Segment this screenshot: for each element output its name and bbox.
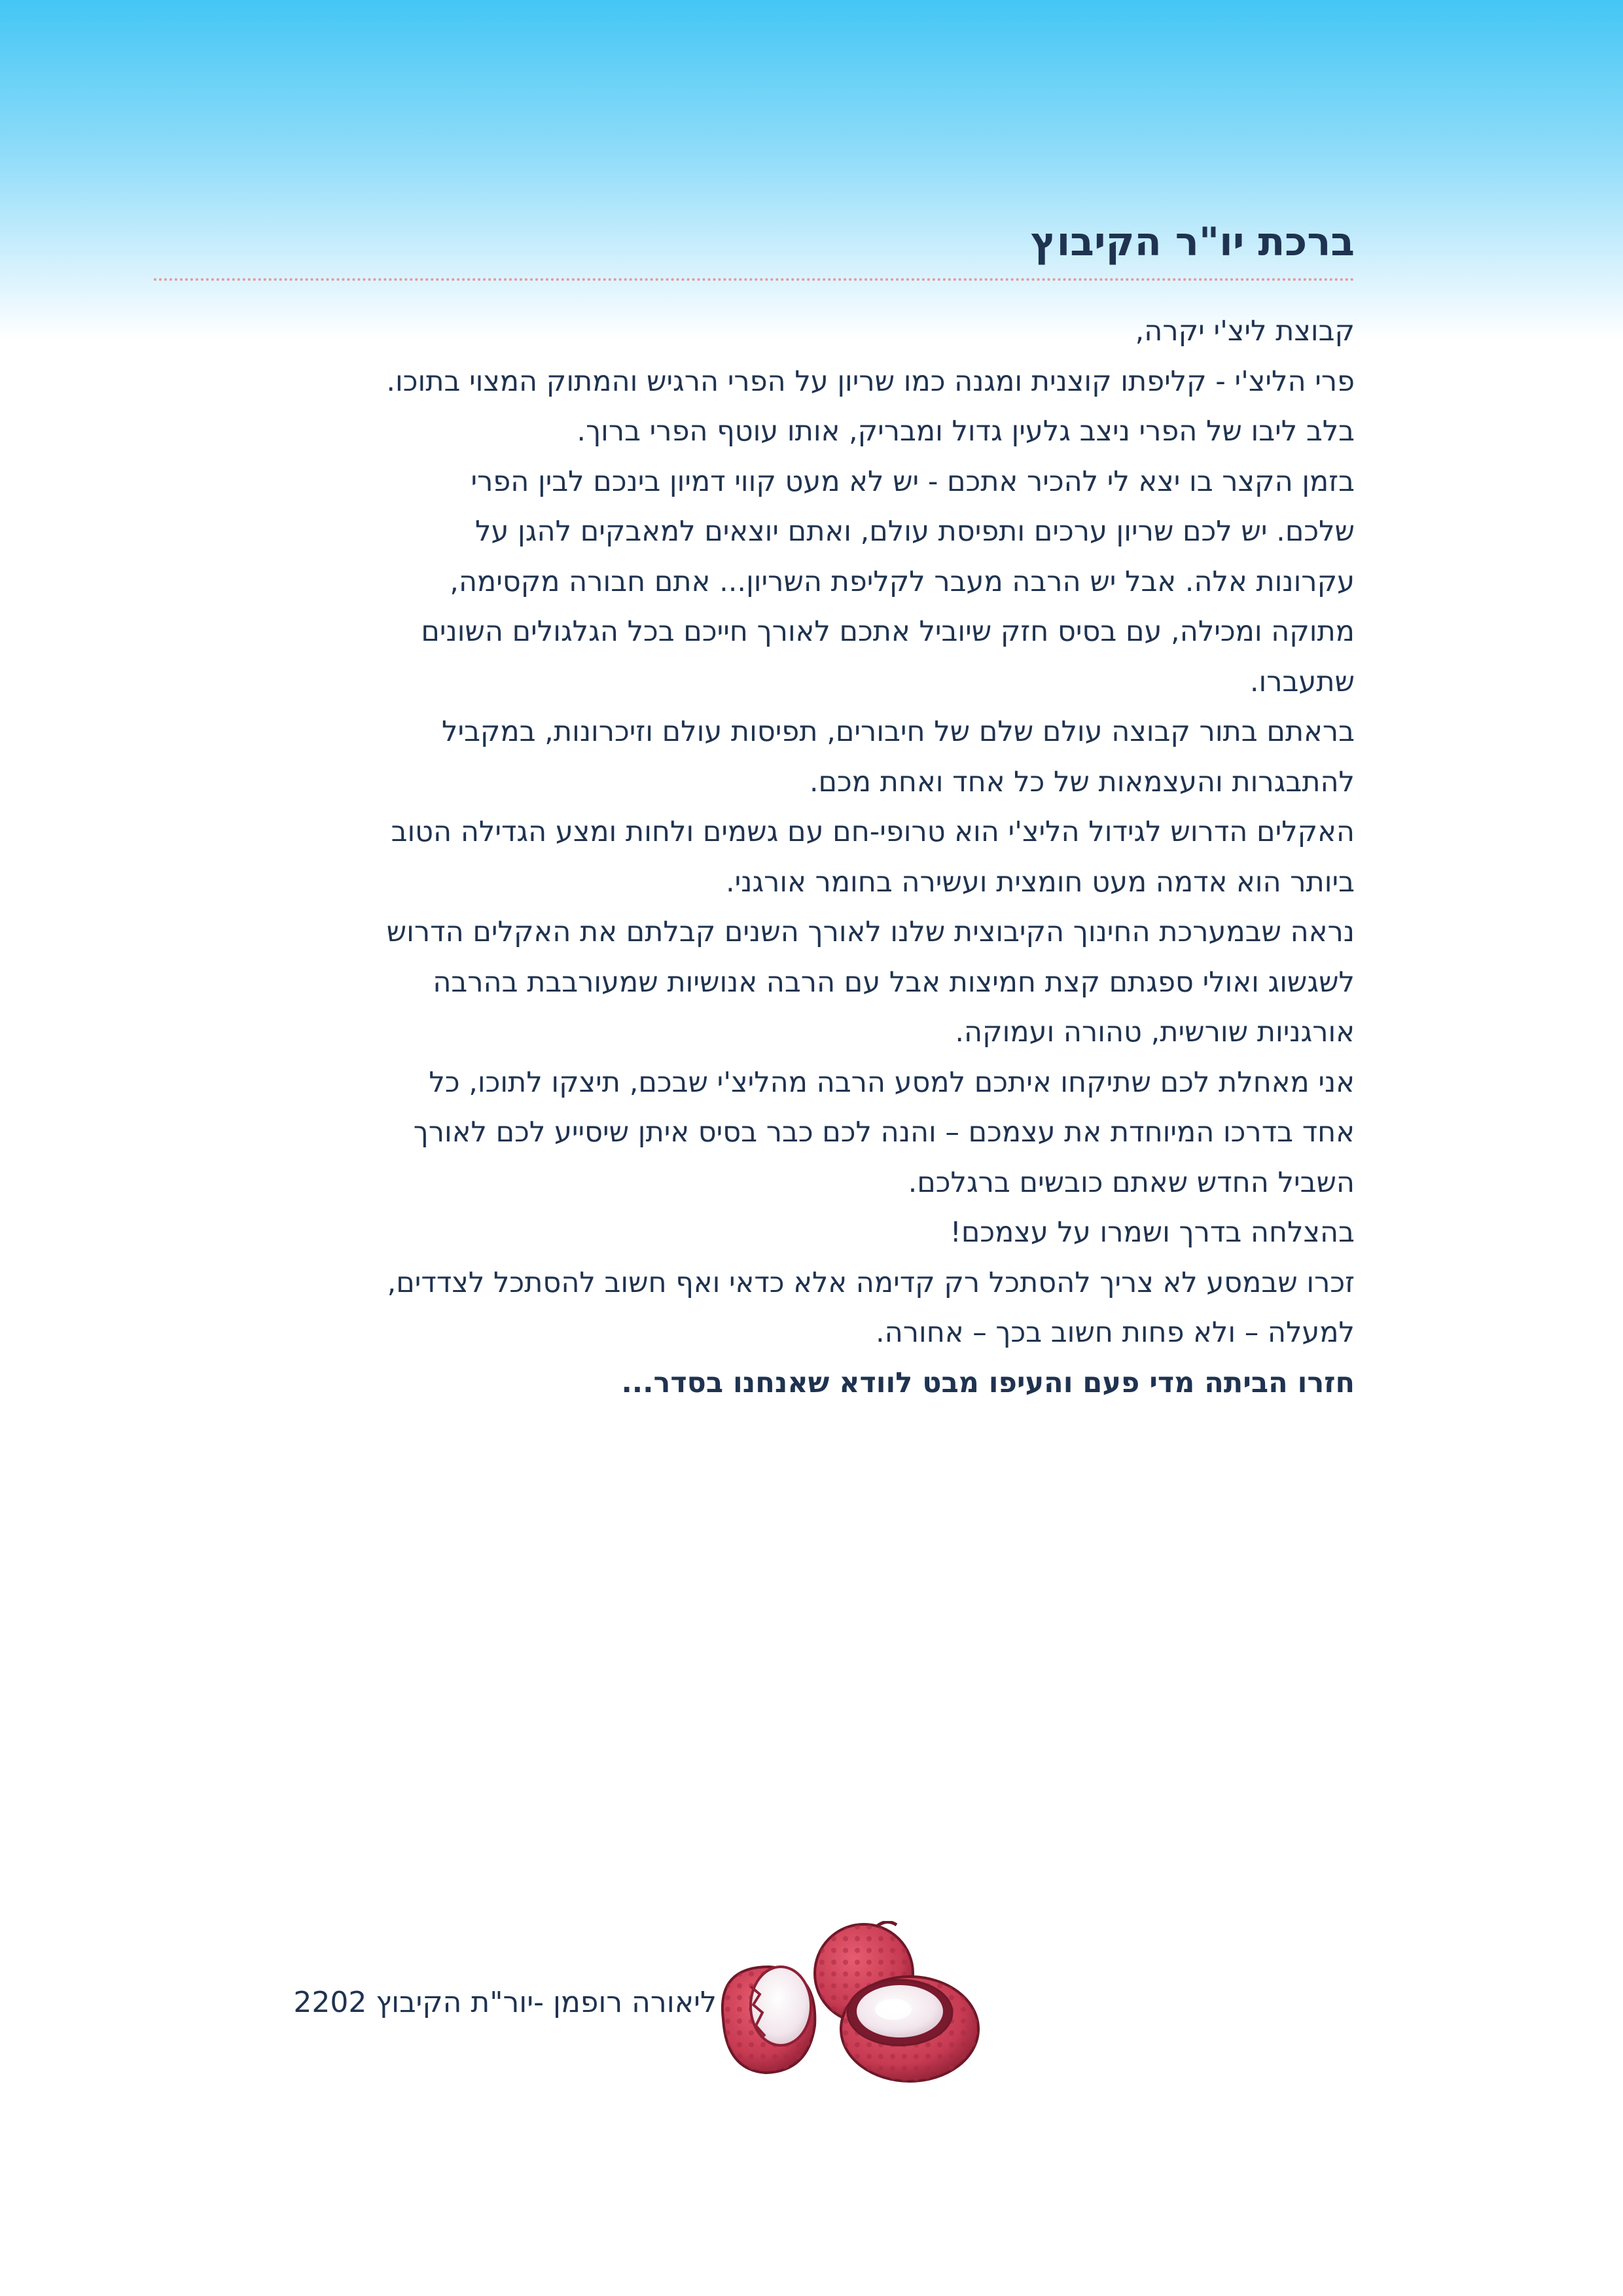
letter-paragraph: אני מאחלת לכם שתיקחו איתכם למסע הרבה מהליצ'י שבכם, תיצקו לתוכו, כל אחד בדרכו המיוחדת את עצמכם – והנה לכם כבר בסיס איתן שיסייע לכם לאורך השביל החדש שאתם כובשים ברגלכם. [413, 1066, 1355, 1199]
title-divider [154, 278, 1355, 281]
lychee-peeled-left [722, 1967, 815, 2073]
letter-paragraph: בראתם בתור קבוצה עולם שלם של חיבורים, תפיסות עולם וזיכרונות, במקביל להתבגרות והעצמאות של כל אחד ואחת מכם. [442, 715, 1355, 798]
letter-paragraph: בזמן הקצר בו יצא לי להכיר אתכם - יש לא מעט קווי דמיון בינכם לבין הפרי שלכם. יש לכם שריון ערכים ותפיסת עולם, ואתם יוצאים למאבקים להגן על עקרונות אלה. אבל יש הרבה מעבר לקליפת השריון... אתם חבורה מקסימה, מתוקה ומכילה, עם בסיס חזק שיוביל אתכם לאורך חייכם בכל הגלגולים השונים שתעברו. [421, 465, 1355, 698]
page-title: ברכת יו"ר הקיבוץ [1030, 219, 1355, 265]
letter-paragraph: קבוצת ליצ'י יקרה, [1135, 315, 1355, 348]
letter-body [386, 306, 1355, 1408]
letter-paragraph: זכרו שבמסע לא צריך להסתכל רק קדימה אלא כדאי ואף חשוב להסתכל לצדדים, למעלה – ולא פחות חשוב בכך – אחורה. [387, 1266, 1355, 1349]
letter-paragraph: נראה שבמערכת החינוך הקיבוצית שלנו לאורך השנים קבלתם את האקלים הדרוש לשגשוג ואולי ספגתם קצת חמיצות אבל עם הרבה אנושיות שמעורבבת בהרבה אורגניות שורשית, טהורה ועמוקה. [386, 916, 1355, 1049]
letter-paragraph: פרי הליצ'י - קליפתו קוצנית ומגנה כמו שריון על הפרי הרגיש והמתוק המצוי בתוכו. בלב ליבו של הפרי ניצב גלעין גדול ומבריק, אותו עוטף הפרי ברוך. [386, 365, 1355, 448]
letter-paragraph: בהצלחה בדרך ושמרו על עצמכם! [950, 1216, 1355, 1249]
letter-paragraph: האקלים הדרוש לגידול הליצ'י הוא טרופי-חם עם גשמים ולחות ומצע הגדילה הטוב ביותר הוא אדמה מעט חומצית ועשירה בחומר אורגני. [391, 816, 1355, 899]
lychee-fruit-illustration [710, 1921, 985, 2091]
signature-line: ליאורה רופמן -יור"ת הקיבוץ 2202 [293, 1986, 717, 2019]
letter-closing: חזרו הביתה מדי פעם והעיפו מבט לוודא שאנחנו בסדר... [621, 1366, 1355, 1399]
lychee-halved-right [841, 1977, 978, 2081]
header-gradient-background [0, 0, 1623, 340]
